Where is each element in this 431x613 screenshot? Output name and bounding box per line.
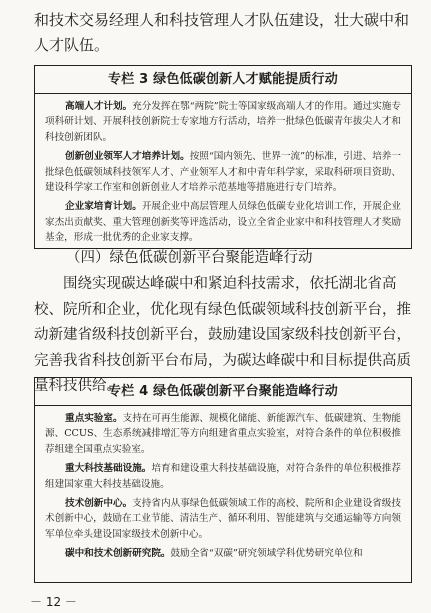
sidebar-box-3: [34, 65, 412, 249]
box-3-item: [45, 149, 401, 195]
box-3-body: [35, 94, 411, 246]
item-heading: 高端人才计划。: [65, 101, 133, 112]
box-4-item: [45, 496, 401, 542]
box-4-title: 专栏 4 绿色低碳创新平台聚能造峰行动: [35, 378, 411, 406]
box-3-item: [45, 99, 401, 145]
sidebar-box-4: [34, 377, 412, 583]
item-text: 支持在可再生能源、规模化储能、新能源汽车、低碳建筑、生物能源、CCUS、生态系统减排增汇等方向组建省重点实验室，对符合条件的单位积极推荐组建全国重点实验室。: [45, 413, 402, 455]
item-text: 开展企业中高层管理人员绿色低碳专业化培训工作，开展企业家杰出贡献奖、重大管理创新奖等评选活动，设立全省企业家中和科技管理人才奖励基金，形成一批优秀的企业家支撑。: [45, 201, 402, 244]
section-4-body: 围绕实现碳达峰碳中和紧迫科技需求，依托湖北省高校、院所和企业，优化现有绿色低碳领域科技创新平台，推动新建省级科技创新平台，鼓励建设国家级科技创新平台，完善我省科技创新平台布局，为碳达峰碳中和目标提供高质量科技供给。: [34, 276, 411, 394]
box-4-item: [45, 411, 401, 457]
section-4-heading: （四）绿色低碳创新平台聚能造峰行动: [66, 250, 313, 266]
page-number: － 12 －: [30, 595, 77, 609]
box-4-body: [35, 406, 411, 562]
item-heading: 创新创业领军人才培养计划。: [65, 151, 190, 163]
box-4-item: [45, 546, 401, 561]
item-heading: 技术创新中心。: [65, 498, 133, 510]
item-heading: 重大科技基础设施。: [65, 463, 152, 475]
intro-paragraph-tail: 和技术交易经理人和科技管理人才队伍建设，壮大碳中和人才队伍。: [34, 11, 410, 54]
item-heading: 重点实验室。: [65, 413, 123, 424]
item-text: 鼓励全省“双碳”研究领域学科优势研究单位和: [170, 548, 363, 560]
item-text: 培育和建设重大科技基础设施，对符合条件的单位积极推荐组建国家重大科技基础设施。: [45, 463, 402, 490]
box-3-item: [45, 199, 401, 245]
box-3-title: 专栏 3 绿色低碳创新人才赋能提质行动: [35, 66, 411, 94]
item-text: 充分发挥在鄂“两院”院士等国家级高端人才的作用。通过实施专项科研计划、开展科技创新院士专家地方行活动，培养一批绿色低碳青年拔尖人才和科技创新团队。: [45, 101, 401, 143]
item-text: 支持省内从事绿色低碳领域工作的高校、院所和企业建设省级技术创新中心，鼓励在工业节能、清洁生产、循环利用、智能建筑与交通运输等方向领军单位牵头建设国家级技术创新中心。: [45, 498, 402, 540]
item-heading: 碳中和技术创新研究院。: [65, 548, 171, 560]
item-heading: 企业家培育计划。: [65, 201, 142, 213]
box-4-item: [45, 461, 401, 492]
item-text: 按照“国内领先、世界一流”的标准，引进、培养一批绿色低碳领域科技领军人才、产业领军人才和中青年科学家，采取科研项目资助、建设科学家工作室和创新创业人才培养示范基地等措施进行专门培养。: [45, 151, 401, 194]
